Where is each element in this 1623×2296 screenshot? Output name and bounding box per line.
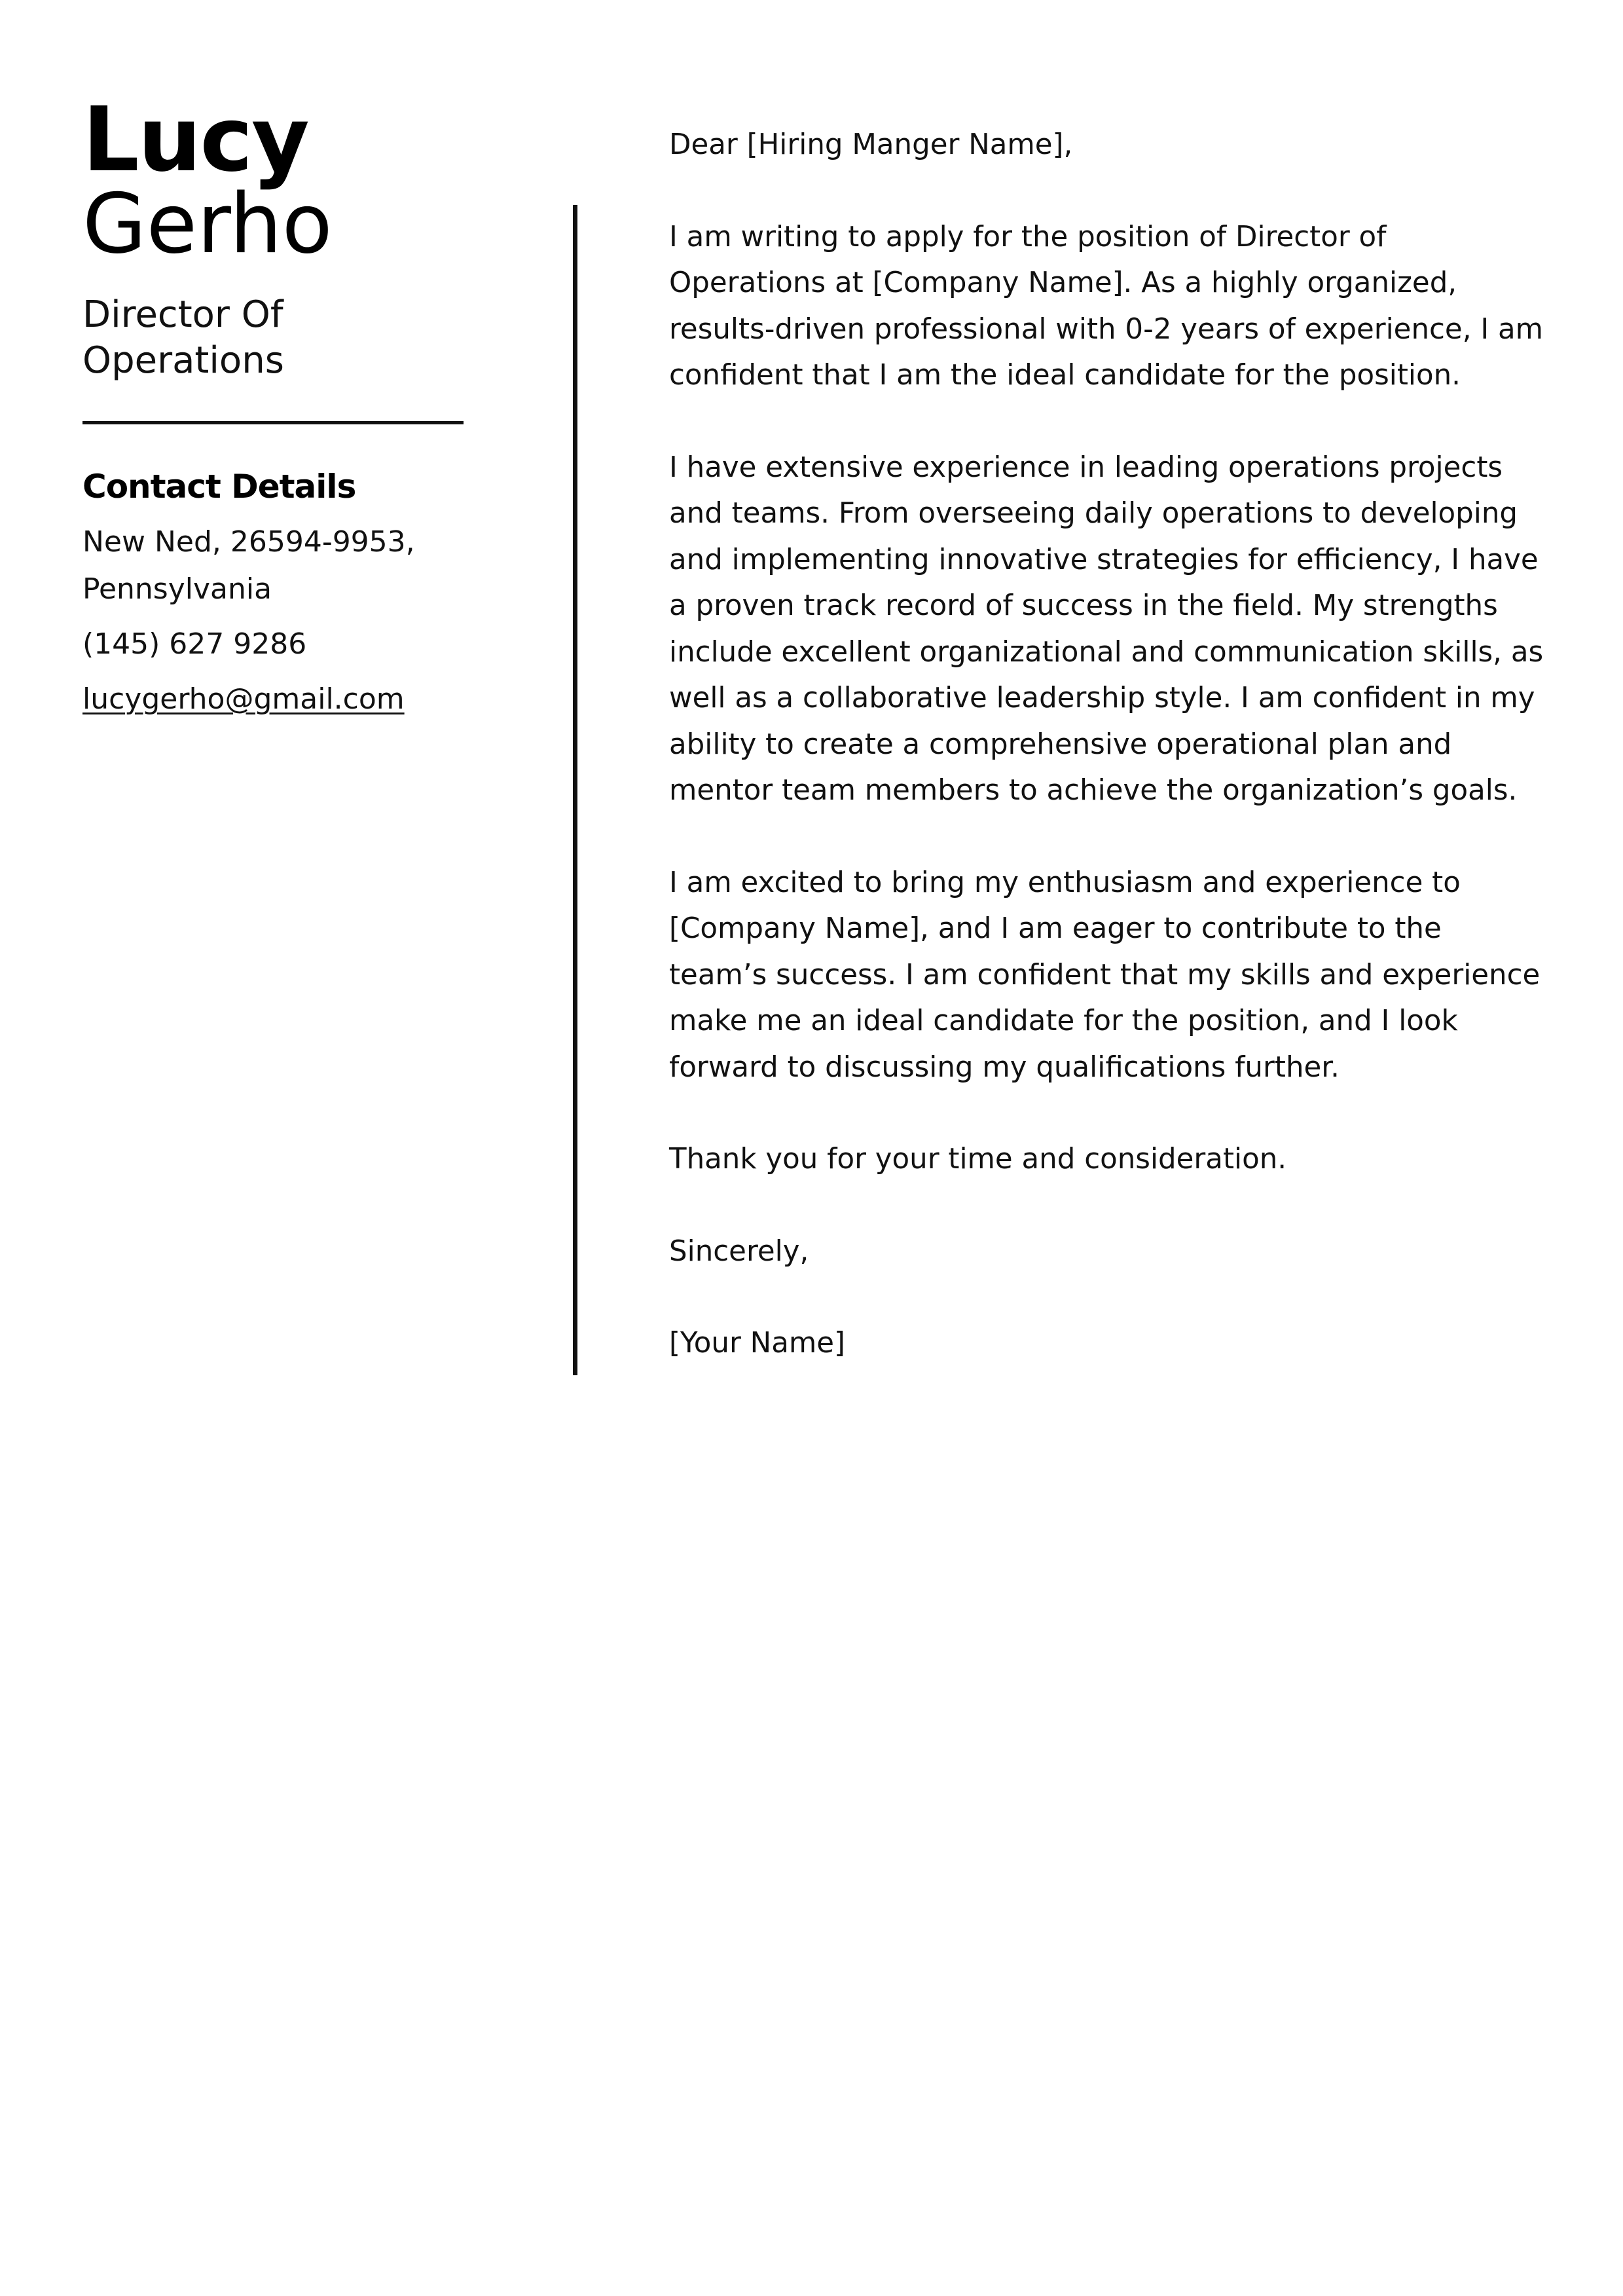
letter-closing: Sincerely, xyxy=(669,1234,809,1268)
contact-phone: (145) 627 9286 xyxy=(82,627,307,661)
letter-salutation: Dear [Hiring Manger Name], xyxy=(669,128,1073,161)
vertical-divider xyxy=(573,205,577,1375)
letter-paragraph-1: I am writing to apply for the position of Director of Operations at [Company Name]. As a highly organized, results-driven professional with 0-2 years of experience, I am confident that I am the ideal candidate for the position. xyxy=(669,220,1544,392)
sidebar-header xyxy=(82,88,501,384)
letter-body xyxy=(669,122,1546,1413)
contact-details-section xyxy=(82,464,501,731)
letter-signature: [Your Name] xyxy=(669,1327,845,1360)
letter-paragraph-2: I have extensive experience in leading operations projects and teams. From overseeing daily operations to developing and implementing innovative strategies for efficiency, I have a proven track record of success in the field. My strengths include excellent organizational and communication skills, as well as a collaborative leadership style. I am confident in my ability to create a comprehensive operational plan and mentor team members to achieve the organization’s goals. xyxy=(669,451,1544,807)
contact-address: New Ned, 26594-9953, Pennsylvania xyxy=(82,525,415,606)
candidate-last-name: Gerho xyxy=(82,176,333,272)
sidebar-divider xyxy=(82,421,464,424)
candidate-job-title: Director Of Operations xyxy=(82,293,284,382)
contact-email-link[interactable]: lucygerho@gmail.com xyxy=(82,682,405,716)
contact-details-heading: Contact Details xyxy=(82,468,356,506)
letter-thanks: Thank you for your time and consideration. xyxy=(669,1143,1287,1176)
candidate-first-name: Lucy xyxy=(82,88,308,192)
letter-paragraph-3: I am excited to bring my enthusiasm and experience to [Company Name], and I am eager to contribute to the team’s success. I am confident that my skills and experience make me an ideal candidate for the position, and I look forward to discussing my qualifications further. xyxy=(669,866,1541,1084)
